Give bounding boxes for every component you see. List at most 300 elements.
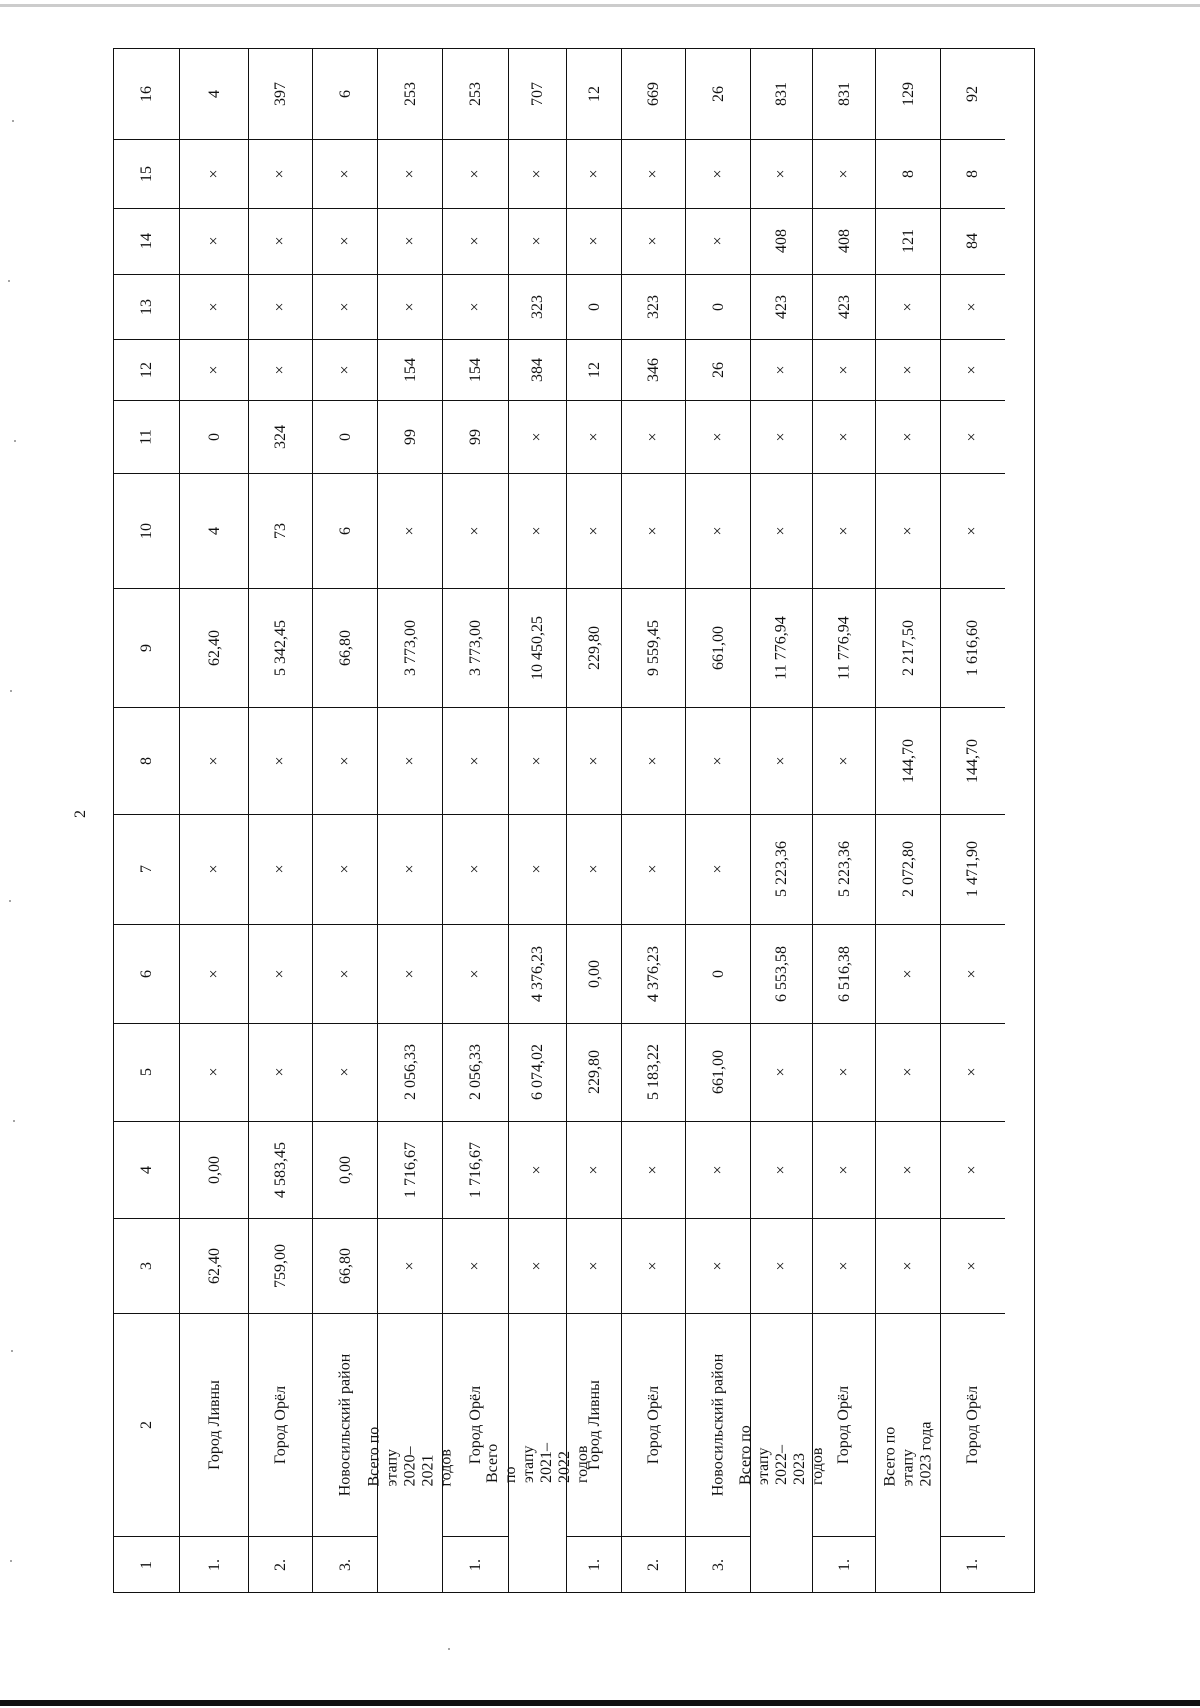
value-cell	[180, 400, 249, 473]
value-cell	[509, 588, 567, 707]
value-cell	[941, 1218, 1005, 1313]
value-cell-text: ×	[529, 755, 546, 766]
value-cell-text: ×	[205, 236, 223, 246]
value-cell-text: 6 516,38	[835, 945, 853, 1002]
value-cell-text: 11 776,94	[773, 615, 790, 680]
value-cell	[941, 924, 1005, 1023]
total-label-text: Всего по этапу 2023 года	[881, 1421, 935, 1486]
value-cell-text: ×	[336, 168, 354, 179]
top-rule	[0, 4, 1200, 7]
value-cell-text: 4	[205, 90, 223, 98]
table-row	[621, 49, 685, 1592]
table-row	[484, 49, 591, 1592]
total-label	[737, 1313, 826, 1594]
value-cell-text: ×	[336, 968, 354, 979]
value-cell	[751, 588, 813, 707]
table-row	[442, 49, 508, 1592]
bottom-rule	[0, 1700, 1200, 1706]
value-cell-text: 229,80	[585, 1050, 603, 1094]
value-cell-text: 669	[645, 82, 662, 106]
value-cell	[249, 588, 313, 707]
value-cell	[509, 339, 567, 400]
value-cell	[509, 208, 567, 274]
column-header	[114, 339, 179, 400]
value-cell-text: ×	[467, 525, 484, 536]
value-cell	[876, 588, 941, 707]
value-cell	[509, 1023, 567, 1121]
value-cell	[941, 1023, 1005, 1121]
value-cell-text: ×	[645, 755, 662, 766]
value-cell	[443, 588, 509, 707]
value-cell	[249, 400, 313, 473]
value-cell	[622, 1218, 686, 1313]
row-number	[622, 1536, 686, 1594]
value-cell-text: 144,70	[964, 738, 981, 783]
total-label-text: Всего по этапу 2022–2023 годов	[737, 1424, 826, 1485]
scan-speck	[8, 280, 10, 282]
value-cell	[378, 588, 443, 707]
scan-speck	[448, 1648, 450, 1650]
value-cell	[813, 707, 876, 814]
value-cell-text: ×	[585, 236, 603, 246]
scan-speck	[12, 120, 14, 122]
row-number	[249, 1536, 313, 1594]
municipality-name-text: Город Орёл	[467, 1385, 485, 1464]
value-cell	[813, 1121, 876, 1218]
table-row	[940, 49, 1004, 1592]
total-label-text: Всего по этапу 2021–2022 годов	[484, 1442, 591, 1483]
value-cell-text: ×	[272, 236, 289, 246]
value-cell	[751, 707, 813, 814]
total-label	[365, 1313, 455, 1594]
row-number	[443, 1536, 509, 1594]
value-cell-text: 1 716,67	[467, 1141, 484, 1198]
value-cell	[876, 924, 941, 1023]
value-cell-text: 661,00	[709, 1050, 727, 1094]
value-cell	[180, 1121, 249, 1218]
value-cell	[249, 208, 313, 274]
value-cell-text: 26	[709, 86, 727, 102]
value-cell	[941, 588, 1005, 707]
value-cell-text: ×	[585, 525, 603, 536]
value-cell	[249, 49, 313, 139]
value-cell	[686, 208, 751, 274]
value-cell-text: 11 776,94	[835, 615, 853, 680]
value-cell-text: ×	[835, 755, 853, 766]
value-cell-text: ×	[585, 168, 603, 179]
value-cell	[378, 400, 443, 473]
value-cell	[876, 814, 941, 924]
value-cell-text: ×	[773, 168, 790, 179]
value-cell	[686, 1121, 751, 1218]
value-cell-text: ×	[272, 1067, 289, 1077]
column-header-text: 12	[137, 361, 155, 378]
value-cell-text: ×	[645, 431, 662, 442]
value-cell-text: 1 616,60	[964, 619, 981, 676]
value-cell-text: ×	[773, 755, 790, 766]
value-cell-text: ×	[964, 525, 981, 536]
municipality-name	[567, 1313, 622, 1536]
value-cell-text: ×	[467, 755, 484, 766]
value-cell-text: ×	[336, 1067, 354, 1077]
value-cell-text: ×	[964, 1164, 981, 1175]
value-cell	[686, 1218, 751, 1313]
value-cell	[249, 707, 313, 814]
value-cell	[813, 924, 876, 1023]
value-cell	[249, 339, 313, 400]
scan-speck	[14, 440, 16, 442]
table-row	[685, 49, 750, 1592]
value-cell	[622, 1121, 686, 1218]
value-cell-text: ×	[964, 1260, 981, 1271]
value-cell-text: 99	[467, 428, 484, 445]
value-cell	[686, 814, 751, 924]
value-cell	[567, 208, 622, 274]
column-header-text: 10	[137, 522, 155, 539]
value-cell-text: ×	[835, 1067, 853, 1077]
value-cell-text: 144,70	[899, 738, 917, 783]
scan-speck	[13, 1120, 15, 1122]
value-cell	[751, 814, 813, 924]
value-cell-text: ×	[336, 236, 354, 246]
value-cell	[686, 924, 751, 1023]
scan-speck	[10, 1560, 12, 1562]
value-cell-text: 92	[964, 86, 981, 102]
value-cell	[249, 473, 313, 588]
value-cell-text: ×	[899, 1164, 917, 1175]
column-header	[114, 1313, 179, 1536]
value-cell-text: ×	[585, 1164, 603, 1175]
value-cell	[249, 814, 313, 924]
value-cell-text: 707	[529, 82, 546, 106]
municipality-name-text: Город Ливны	[205, 1379, 223, 1470]
value-cell	[180, 814, 249, 924]
value-cell	[622, 49, 686, 139]
value-cell-text: 73	[272, 522, 289, 539]
value-cell-text: ×	[467, 236, 484, 246]
value-cell	[686, 1023, 751, 1121]
value-cell-text: ×	[205, 168, 223, 179]
value-cell-text: 6	[336, 90, 354, 98]
value-cell	[567, 588, 622, 707]
value-cell	[313, 274, 378, 339]
value-cell	[180, 924, 249, 1023]
municipality-name-text: Город Ливны	[585, 1379, 603, 1470]
value-cell	[567, 1023, 622, 1121]
value-cell-text: ×	[709, 431, 727, 442]
column-header-text: 14	[137, 233, 155, 249]
value-cell	[813, 139, 876, 208]
value-cell-text: 4 376,23	[529, 945, 546, 1002]
column-header-text: 15	[137, 165, 155, 182]
value-cell	[941, 139, 1005, 208]
value-cell-text: ×	[645, 236, 662, 246]
value-cell-text: ×	[272, 364, 289, 375]
value-cell-text: ×	[529, 864, 546, 874]
column-header	[114, 400, 179, 473]
value-cell	[876, 139, 941, 208]
value-cell-text: 323	[529, 294, 546, 319]
value-cell-text: 0	[336, 432, 354, 441]
value-cell-text: 121	[899, 229, 917, 253]
value-cell	[443, 924, 509, 1023]
row-number-text: 3.	[709, 1559, 727, 1571]
value-cell	[813, 588, 876, 707]
value-cell-text: 0	[709, 969, 727, 978]
value-cell-text: ×	[467, 864, 484, 874]
column-header	[114, 1121, 179, 1218]
value-cell-text: ×	[272, 864, 289, 874]
column-header-text: 1	[137, 1561, 155, 1569]
column-header-text: 8	[137, 756, 155, 765]
value-cell-text: ×	[964, 968, 981, 979]
value-cell-text: 2 072,80	[899, 841, 917, 897]
table-row	[737, 49, 826, 1592]
row-number	[313, 1536, 378, 1594]
row-number	[180, 1536, 249, 1594]
value-cell	[509, 814, 567, 924]
value-cell-text: ×	[899, 1260, 917, 1271]
value-cell-text: ×	[467, 301, 484, 312]
column-header-text: 6	[137, 969, 155, 978]
value-cell	[509, 274, 567, 339]
value-cell	[180, 1023, 249, 1121]
value-cell-text: 62,40	[205, 1247, 223, 1284]
value-cell-text: ×	[899, 968, 917, 979]
value-cell-text: 154	[401, 357, 419, 382]
value-cell-text: 84	[964, 233, 981, 249]
value-cell-text: ×	[272, 301, 289, 312]
value-cell	[443, 339, 509, 400]
value-cell	[180, 139, 249, 208]
row-number-text: 2.	[272, 1559, 289, 1571]
column-header-text: 11	[137, 428, 155, 445]
value-cell	[180, 588, 249, 707]
value-cell	[443, 208, 509, 274]
value-cell	[509, 400, 567, 473]
value-cell-text: 5 223,36	[835, 841, 853, 897]
value-cell	[180, 473, 249, 588]
value-cell-text: 9 559,45	[645, 619, 662, 676]
column-header-text: 16	[137, 86, 155, 102]
value-cell	[567, 1121, 622, 1218]
value-cell-text: 423	[773, 294, 790, 319]
value-cell	[313, 814, 378, 924]
value-cell-text: ×	[529, 525, 546, 536]
value-cell-text: ×	[899, 301, 917, 312]
column-header-text: 2	[137, 1420, 155, 1429]
scan-speck	[9, 900, 11, 902]
value-cell	[509, 707, 567, 814]
value-cell-text: ×	[835, 168, 853, 179]
value-cell-text: ×	[645, 168, 662, 179]
value-cell	[876, 707, 941, 814]
row-number	[686, 1536, 751, 1594]
value-cell	[876, 49, 941, 139]
value-cell-text: ×	[336, 755, 354, 766]
value-cell	[443, 707, 509, 814]
value-cell	[876, 1121, 941, 1218]
municipality-name	[249, 1313, 313, 1536]
value-cell-text: 408	[773, 229, 790, 253]
column-header-text: 5	[137, 1068, 155, 1076]
value-cell-text: 397	[272, 82, 289, 106]
value-cell	[751, 1218, 813, 1313]
municipality-name-text: Город Орёл	[964, 1385, 982, 1464]
value-cell	[686, 707, 751, 814]
value-cell	[378, 473, 443, 588]
value-cell	[622, 473, 686, 588]
value-cell	[313, 400, 378, 473]
value-cell-text: ×	[709, 864, 727, 874]
value-cell	[378, 924, 443, 1023]
value-cell-text: 66,80	[336, 629, 354, 666]
value-cell-text: 3 773,00	[401, 619, 419, 676]
value-cell	[443, 814, 509, 924]
value-cell	[378, 339, 443, 400]
value-cell-text: 5 183,22	[645, 1044, 662, 1100]
value-cell	[751, 139, 813, 208]
value-cell-text: ×	[899, 431, 917, 442]
value-cell-text: 1 716,67	[401, 1141, 419, 1198]
value-cell-text: 12	[585, 361, 603, 378]
row-number	[813, 1536, 876, 1594]
value-cell-text: 0	[205, 432, 223, 441]
value-cell	[751, 400, 813, 473]
value-cell-text: 423	[835, 294, 853, 319]
value-cell-text: 66,80	[336, 1247, 354, 1284]
value-cell-text: ×	[585, 431, 603, 442]
value-cell-text: ×	[835, 1164, 853, 1175]
value-cell	[686, 588, 751, 707]
column-header	[114, 814, 179, 924]
value-cell-text: ×	[205, 968, 223, 979]
value-cell-text: ×	[645, 1164, 662, 1175]
row-number-text: 1.	[585, 1559, 603, 1571]
value-cell	[313, 49, 378, 139]
value-cell-text: ×	[401, 968, 419, 979]
column-header-text: 13	[137, 298, 155, 315]
value-cell-text: 154	[467, 357, 484, 382]
value-cell-text: 12	[585, 86, 603, 102]
header-column	[114, 49, 179, 1592]
value-cell	[622, 208, 686, 274]
value-cell-text: 6 074,02	[529, 1044, 546, 1100]
value-cell	[509, 139, 567, 208]
value-cell	[622, 707, 686, 814]
column-header-text: 7	[137, 865, 155, 873]
value-cell	[378, 1218, 443, 1313]
value-cell-text: 759,00	[272, 1243, 289, 1288]
column-header	[114, 924, 179, 1023]
value-cell	[751, 1121, 813, 1218]
value-cell	[180, 208, 249, 274]
column-header-text: 9	[137, 643, 155, 652]
value-cell	[686, 400, 751, 473]
value-cell	[509, 49, 567, 139]
value-cell	[751, 1023, 813, 1121]
value-cell-text: ×	[205, 364, 223, 375]
value-cell	[813, 339, 876, 400]
value-cell-text: ×	[773, 1067, 790, 1077]
value-cell-text: ×	[835, 525, 853, 536]
value-cell-text: 0	[585, 302, 603, 311]
value-cell	[751, 339, 813, 400]
value-cell-text: ×	[899, 1067, 917, 1077]
value-cell-text: ×	[709, 1260, 727, 1271]
value-cell-text: 99	[401, 428, 419, 445]
value-cell-text: 4 583,45	[272, 1141, 289, 1198]
row-number-text: 3.	[336, 1559, 354, 1571]
value-cell	[622, 400, 686, 473]
value-cell	[751, 49, 813, 139]
value-cell-text: ×	[205, 864, 223, 874]
value-cell-text: 0,00	[205, 1155, 223, 1184]
value-cell-text: ×	[835, 1260, 853, 1271]
value-cell	[567, 339, 622, 400]
row-number-text: 1.	[964, 1559, 981, 1571]
value-cell-text: ×	[709, 525, 727, 536]
value-cell	[813, 274, 876, 339]
value-cell	[622, 139, 686, 208]
value-cell-text: ×	[645, 864, 662, 874]
value-cell-text: ×	[401, 755, 419, 766]
column-header	[114, 1218, 179, 1313]
value-cell-text: ×	[336, 864, 354, 874]
value-cell	[443, 473, 509, 588]
value-cell	[941, 400, 1005, 473]
value-cell-text: ×	[529, 236, 546, 246]
value-cell	[443, 400, 509, 473]
value-cell-text: ×	[709, 1164, 727, 1175]
column-header	[114, 1536, 179, 1594]
value-cell	[813, 208, 876, 274]
value-cell	[622, 274, 686, 339]
value-cell-text: ×	[336, 364, 354, 375]
value-cell-text: ×	[272, 968, 289, 979]
value-cell-text: 253	[467, 82, 484, 106]
value-cell	[567, 139, 622, 208]
value-cell-text: ×	[401, 168, 419, 179]
value-cell	[313, 707, 378, 814]
value-cell	[313, 339, 378, 400]
value-cell	[813, 400, 876, 473]
value-cell	[876, 208, 941, 274]
value-cell	[180, 49, 249, 139]
value-cell	[378, 274, 443, 339]
value-cell	[313, 1121, 378, 1218]
value-cell	[378, 814, 443, 924]
value-cell-text: ×	[401, 864, 419, 874]
value-cell	[813, 49, 876, 139]
value-cell	[567, 274, 622, 339]
value-cell-text: ×	[964, 1067, 981, 1077]
value-cell-text: ×	[467, 1260, 484, 1271]
value-cell-text: ×	[401, 525, 419, 536]
value-cell-text: 6 553,58	[773, 945, 790, 1002]
value-cell-text: 3 773,00	[467, 619, 484, 676]
municipality-name	[813, 1313, 876, 1536]
value-cell-text: ×	[401, 301, 419, 312]
value-cell-text: ×	[835, 364, 853, 375]
value-cell-text: ×	[964, 301, 981, 312]
value-cell	[313, 139, 378, 208]
municipality-name	[941, 1313, 1005, 1536]
value-cell-text: 6	[336, 526, 354, 535]
municipality-name-text: Новосильский район	[709, 1353, 727, 1496]
value-cell	[180, 339, 249, 400]
value-cell-text: ×	[645, 1260, 662, 1271]
